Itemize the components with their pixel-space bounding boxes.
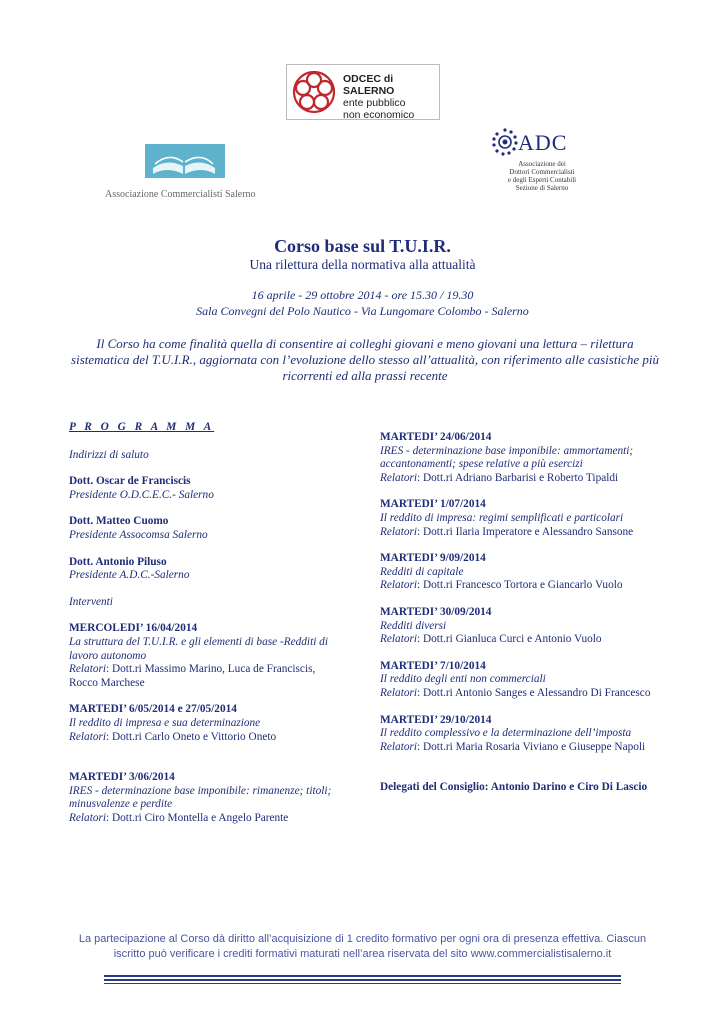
course-venue: Sala Convegni del Polo Nautico - Via Lungomare Colombo - Salerno [196, 304, 529, 318]
speakers-label: Relatori [380, 525, 418, 538]
session-speakers [380, 526, 660, 540]
speaker-role: Presidente O.D.C.E.C.- Salerno [69, 488, 214, 501]
footer-rule [104, 975, 621, 977]
session-date: MARTEDI’ 30/09/2014 [380, 605, 492, 618]
speakers-names: : Dott.ri Carlo Oneto e Vittorio Oneto [106, 730, 277, 743]
footer-rule [104, 979, 621, 981]
speakers-label: Relatori [69, 663, 107, 676]
speakers-label: Relatori [380, 471, 418, 484]
adc-line3: e degli Esperti Contabili [507, 176, 577, 184]
speaker-name: Dott. Antonio Piluso [69, 555, 167, 568]
speaker-role: Presidente A.D.C.-Salerno [69, 569, 190, 582]
adc-line1: Associazione dei [518, 160, 566, 168]
speakers-names: : Dott.ri Antonio Sanges e Alessandro Di Francesco [417, 686, 651, 699]
session-topic: Redditi di capitale [380, 565, 464, 578]
course-title: Corso base sul T.U.I.R. [274, 236, 451, 256]
speakers-label: Relatori [380, 686, 418, 699]
session-date: MARTEDI’ 29/10/2014 [380, 713, 492, 726]
adc-title: ADC [518, 130, 568, 155]
course-dates: 16 aprile - 29 ottobre 2014 - ore 15.30 / 19.30 [251, 288, 474, 302]
footer-line1: La partecipazione al Corso dà diritto all’acquisizione di 1 credito formativo per ogni ora di presenza effettiva. Ciascun [78, 933, 647, 945]
session-date: MARTEDI’ 9/09/2014 [380, 552, 486, 565]
acs-logo [145, 144, 225, 178]
speakers-label: Relatori [69, 730, 107, 743]
session-topic: La struttura del T.U.I.R. e gli elementi di base -Redditi di lavoro autonomo [69, 635, 328, 662]
speakers-names: : Dott.ri Ilaria Imperatore e Alessandro Sansone [417, 525, 634, 538]
speakers-names: : Dott.ri Ciro Montella e Angelo Parente [106, 811, 289, 824]
session-speakers [69, 663, 344, 690]
course-intro: Il Corso ha come finalità quella di consentire ai colleghi giovani e meno giovani una lettura – rilettura sistematica del T.U.I.R., aggiornata con l’evoluzione dello stesso all’attualità, con riferimento alle casistiche più ricorrenti ed alla prassi recente [71, 336, 659, 383]
council-delegates: Delegati del Consiglio: Antonio Darino e Ciro Di Lascio [380, 781, 648, 794]
adc-line4: Sezione di Salerno [515, 184, 569, 192]
adc-logo [492, 128, 592, 198]
session-topic: Il reddito di impresa: regimi semplificati e particolari [380, 511, 624, 524]
acs-caption: Associazione Commercialisti Salerno [105, 189, 256, 200]
speakers-label: Relatori [69, 811, 107, 824]
footer-line2: iscritto può verificare i crediti formativi maturati nell’area riservata del sito www.commercialistisalerno.it [113, 948, 612, 960]
session-date: MARTEDI’ 6/05/2014 e 27/05/2014 [69, 703, 237, 716]
speakers-names: : Dott.ri Gianluca Curci e Antonio Vuolo [417, 633, 602, 646]
session-speakers [69, 731, 344, 745]
greetings-label: Indirizzi di saluto [69, 448, 149, 461]
session-speakers [380, 687, 660, 701]
speakers-label: Relatori [380, 633, 418, 646]
odcec-line2: ente pubblico [343, 97, 406, 109]
session-date: MARTEDI’ 7/10/2014 [380, 659, 486, 672]
session-topic: IRES - determinazione base imponibile: rimanenze; titoli; minusvalenze e perdite [69, 784, 332, 811]
session-topic: Il reddito di impresa e sua determinazione [69, 716, 261, 729]
interventions-label: Interventi [69, 595, 113, 608]
course-subtitle: Una rilettura della normativa alla attualità [249, 257, 476, 272]
session-speakers [380, 579, 660, 593]
odcec-name: ODCEC di SALERNO [343, 73, 395, 97]
session-topic: Il reddito degli enti non commerciali [380, 673, 546, 686]
session-topic: IRES - determinazione base imponibile: ammortamenti; accantonamenti; spese relative a più esercizi [380, 444, 634, 471]
speakers-label: Relatori [380, 579, 418, 592]
program-heading: P R O G R A M M A [69, 421, 215, 433]
program-left-column [69, 421, 344, 825]
program-right-column [380, 431, 660, 795]
speakers-names: : Dott.ri Massimo Marino, Luca de Franciscis, Rocco Marchese [69, 663, 316, 689]
odcec-line3: non economico [343, 109, 415, 121]
session-date: MARTEDI’ 1/07/2014 [380, 498, 486, 511]
adc-line2: Dottori Commercialisti [509, 168, 575, 176]
open-book-icon [145, 144, 225, 178]
session-speakers [380, 472, 660, 486]
speakers-names: : Dott.ri Maria Rosaria Viviano e Giuseppe Napoli [417, 740, 646, 753]
session-date: MARTEDI’ 3/06/2014 [69, 771, 175, 784]
speakers-names: : Dott.ri Francesco Tortora e Giancarlo Vuolo [417, 579, 623, 592]
speaker-role: Presidente Assocomsa Salerno [69, 528, 208, 541]
session-speakers [380, 741, 660, 755]
speakers-names: : Dott.ri Adriano Barbarisi e Roberto Tipaldi [417, 471, 619, 484]
session-speakers [380, 633, 660, 647]
speaker-name: Dott. Matteo Cuomo [69, 515, 169, 528]
session-topic: Il reddito complessivo e la determinazione dell’imposta [380, 727, 632, 740]
speakers-label: Relatori [380, 740, 418, 753]
footer-note [60, 932, 665, 962]
footer-rule [104, 983, 621, 984]
speaker-name: Dott. Oscar de Franciscis [69, 475, 191, 488]
odcec-logo [286, 64, 440, 120]
session-date: MERCOLEDI’ 16/04/2014 [69, 622, 198, 635]
session-topic: Redditi diversi [380, 619, 447, 632]
session-speakers [69, 812, 344, 826]
adc-spiral-icon [492, 128, 518, 156]
session-date: MARTEDI’ 24/06/2014 [380, 431, 492, 443]
odcec-emblem-icon [290, 68, 338, 116]
